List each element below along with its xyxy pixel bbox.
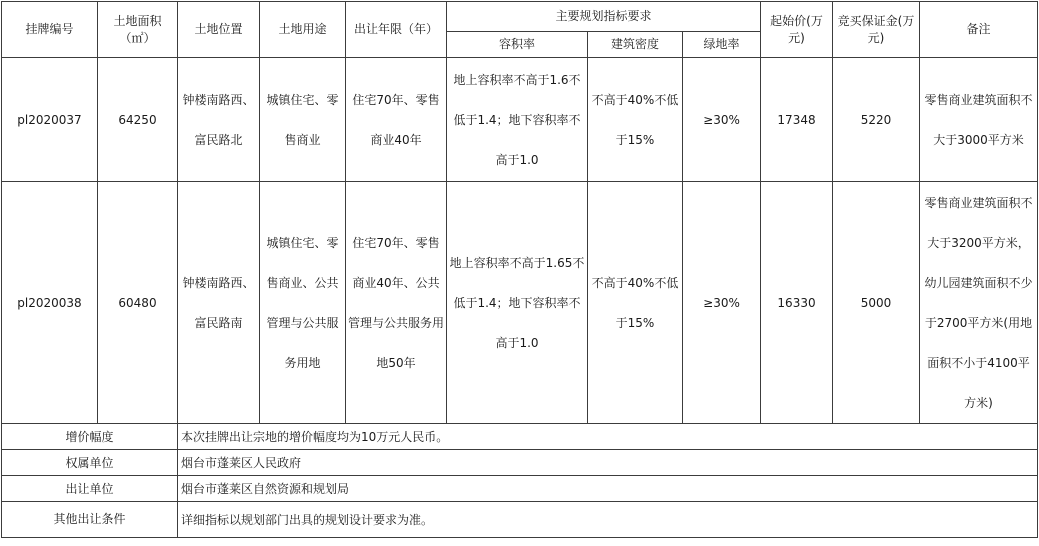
cell-green: ≥30%: [683, 58, 761, 182]
cell-deposit: 5220: [833, 58, 920, 182]
cell-start-price: 16330: [761, 182, 833, 424]
cell-use: 城镇住宅、零售商业、公共管理与公共服务用地: [260, 182, 346, 424]
footer-label-seller: 出让单位: [2, 476, 178, 502]
header-use: 土地用途: [260, 2, 346, 58]
header-planning-group: 主要规划指标要求: [447, 2, 761, 32]
header-density: 建筑密度: [588, 32, 683, 58]
cell-location: 钟楼南路西、富民路北: [178, 58, 260, 182]
cell-start-price: 17348: [761, 58, 833, 182]
cell-far: 地上容积率不高于1.65不低于1.4；地下容积率不高于1.0: [447, 182, 588, 424]
footer-row: [2, 424, 1038, 450]
header-row-1: [2, 2, 1038, 32]
cell-term: 住宅70年、零售商业40年: [346, 58, 447, 182]
footer-row: [2, 476, 1038, 502]
header-far: 容积率: [447, 32, 588, 58]
header-green: 绿地率: [683, 32, 761, 58]
header-deposit: 竞买保证金(万元): [833, 2, 920, 58]
cell-use: 城镇住宅、零售商业: [260, 58, 346, 182]
footer-value-other-conditions: 详细指标以规划部门出具的规划设计要求为准。: [178, 502, 1038, 538]
cell-remarks: 零售商业建筑面积不大于3000平方米: [920, 58, 1038, 182]
header-area: 土地面积（㎡）: [98, 2, 178, 58]
cell-area: 60480: [98, 182, 178, 424]
cell-term: 住宅70年、零售商业40年、公共管理与公共服务用地50年: [346, 182, 447, 424]
footer-value-price-increment: 本次挂牌出让宗地的增价幅度均为10万元人民币。: [178, 424, 1038, 450]
cell-remarks: 零售商业建筑面积不大于3200平方米，幼儿园建筑面积不少于2700平方米(用地面积不小于4100平方米): [920, 182, 1038, 424]
footer-row: [2, 450, 1038, 476]
header-code: 挂牌编号: [2, 2, 98, 58]
footer-label-price-increment: 增价幅度: [2, 424, 178, 450]
cell-location: 钟楼南路西、富民路南: [178, 182, 260, 424]
footer-label-owner: 权属单位: [2, 450, 178, 476]
cell-deposit: 5000: [833, 182, 920, 424]
footer-label-other-conditions: 其他出让条件: [2, 502, 178, 538]
cell-green: ≥30%: [683, 182, 761, 424]
table-row: [2, 58, 1038, 182]
cell-density: 不高于40%不低于15%: [588, 182, 683, 424]
footer-row: [2, 502, 1038, 538]
cell-code: pl2020037: [2, 58, 98, 182]
footer-value-seller: 烟台市蓬莱区自然资源和规划局: [178, 476, 1038, 502]
header-term: 出让年限（年）: [346, 2, 447, 58]
cell-far: 地上容积率不高于1.6不低于1.4；地下容积率不高于1.0: [447, 58, 588, 182]
header-remarks: 备注: [920, 2, 1038, 58]
table-row: [2, 182, 1038, 424]
cell-density: 不高于40%不低于15%: [588, 58, 683, 182]
cell-code: pl2020038: [2, 182, 98, 424]
header-start-price: 起始价(万元): [761, 2, 833, 58]
footer-value-owner: 烟台市蓬莱区人民政府: [178, 450, 1038, 476]
cell-area: 64250: [98, 58, 178, 182]
land-listing-table: [1, 1, 1038, 538]
header-location: 土地位置: [178, 2, 260, 58]
